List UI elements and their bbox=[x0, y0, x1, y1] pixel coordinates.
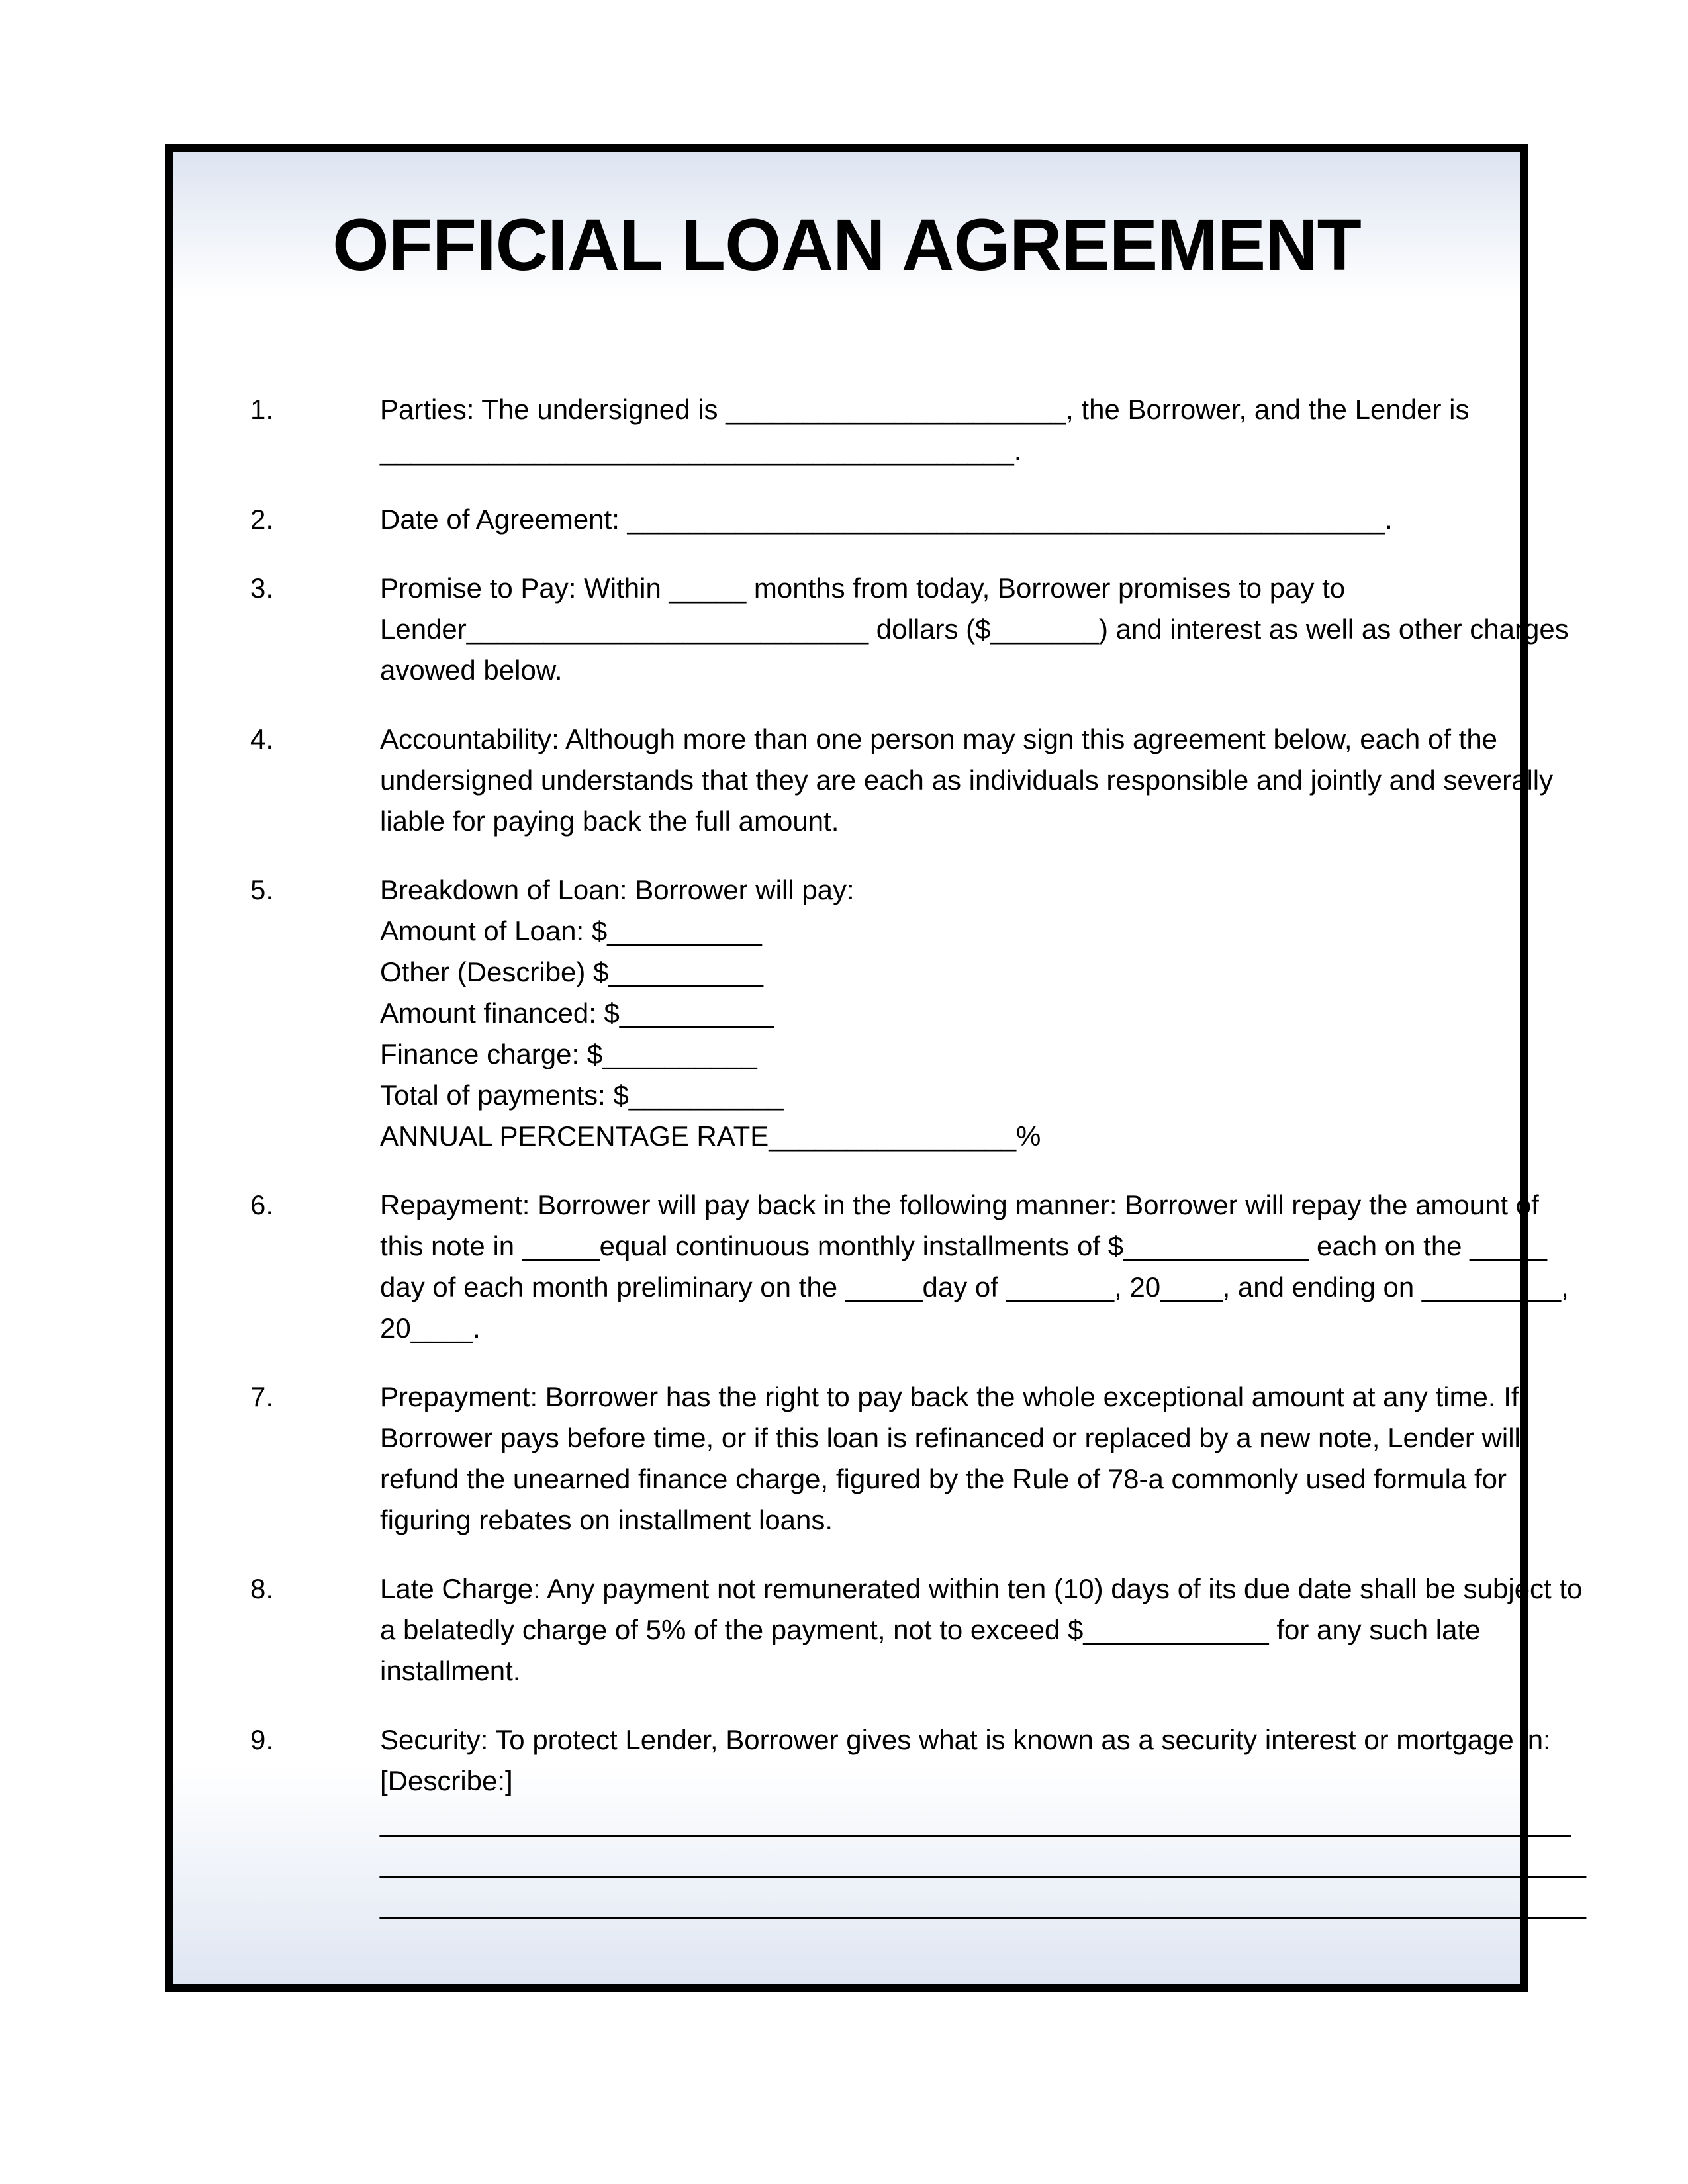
clause-number: 5. bbox=[250, 874, 274, 905]
security-blank-line: _____________________________________________________________________________ bbox=[380, 1806, 1571, 1837]
clause-number: 9. bbox=[250, 1724, 274, 1755]
clause-text-line: figuring rebates on installment loans. bbox=[380, 1504, 833, 1535]
clause-text-line: installment. bbox=[380, 1655, 521, 1686]
clause-text-line: undersigned understands that they are each as individuals responsible and jointly and severally bbox=[380, 764, 1554, 796]
security-blank-line: ______________________________________________________________________________ bbox=[380, 1847, 1586, 1878]
clause-4-accountability bbox=[250, 719, 1554, 842]
clause-text-line: [Describe:] bbox=[380, 1765, 513, 1796]
clause-text-line: refund the unearned finance charge, figured by the Rule of 78-a commonly used formula for bbox=[380, 1463, 1507, 1494]
annual-percentage-rate-line: ANNUAL PERCENTAGE RATE________________% bbox=[380, 1120, 1041, 1152]
clause-text-line: Security: To protect Lender, Borrower gives what is known as a security interest or mortgage in: bbox=[380, 1724, 1551, 1755]
clause-text-line: Late Charge: Any payment not remunerated within ten (10) days of its due date shall be subject to bbox=[380, 1573, 1583, 1604]
clause-text-line: Borrower pays before time, or if this loan is refinanced or replaced by a new note, Lender will bbox=[380, 1422, 1521, 1453]
clause-1-parties bbox=[250, 389, 1481, 471]
agreement-clauses-list bbox=[250, 389, 1586, 1952]
clause-7-prepayment bbox=[250, 1377, 1521, 1541]
clause-text-line: _________________________________________. bbox=[380, 435, 1022, 466]
clause-text-line: Prepayment: Borrower has the right to pay back the whole exceptional amount at any time. If bbox=[380, 1381, 1519, 1412]
clause-number: 4. bbox=[250, 723, 274, 754]
clause-text-line: Parties: The undersigned is ______________________, the Borrower, and the Lender is bbox=[380, 394, 1470, 425]
clause-number: 8. bbox=[250, 1573, 274, 1604]
clause-text-line: a belatedly charge of 5% of the payment, not to exceed $____________ for any such late bbox=[380, 1614, 1481, 1645]
clause-text-line: Lender__________________________ dollars ($_______) and interest as well as other charges bbox=[380, 614, 1569, 645]
clause-text-line: this note in _____equal continuous monthly installments of $____________ each on the _____ bbox=[380, 1230, 1547, 1261]
finance-charge-line: Finance charge: $__________ bbox=[380, 1038, 757, 1069]
clause-text-line: avowed below. bbox=[380, 655, 563, 686]
clause-number: 1. bbox=[250, 394, 274, 425]
clause-text-line: Repayment: Borrower will pay back in the following manner: Borrower will repay the amount of bbox=[380, 1189, 1539, 1220]
clause-text-line: Promise to Pay: Within _____ months from today, Borrower promises to pay to bbox=[380, 572, 1346, 604]
clause-number: 7. bbox=[250, 1381, 274, 1412]
clause-8-late-charge bbox=[250, 1569, 1583, 1692]
total-of-payments-line: Total of payments: $__________ bbox=[380, 1079, 784, 1111]
other-describe-line: Other (Describe) $__________ bbox=[380, 956, 764, 987]
document-title: OFFICIAL LOAN AGREEMENT bbox=[332, 205, 1361, 286]
clause-text-line: liable for paying back the full amount. bbox=[380, 805, 839, 837]
clause-number: 6. bbox=[250, 1189, 274, 1220]
security-blank-line: ______________________________________________________________________________ bbox=[380, 1888, 1586, 1919]
amount-financed-line: Amount financed: $__________ bbox=[380, 997, 774, 1028]
clause-5-breakdown-of-loan bbox=[250, 870, 1481, 1157]
clause-text-line: 20____. bbox=[380, 1312, 481, 1343]
clause-text-line: Accountability: Although more than one person may sign this agreement below, each of the bbox=[380, 723, 1498, 754]
clause-3-promise-to-pay bbox=[250, 568, 1569, 691]
clause-number: 2. bbox=[250, 504, 274, 535]
clause-2-date bbox=[250, 499, 1481, 540]
clause-6-repayment bbox=[250, 1185, 1569, 1349]
clause-9-security bbox=[250, 1719, 1586, 1925]
clause-text-line: day of each month preliminary on the _____day of _______, 20____, and ending on _________, bbox=[380, 1271, 1569, 1302]
clause-text-line: Date of Agreement: _________________________________________________. bbox=[380, 504, 1393, 535]
amount-of-loan-line: Amount of Loan: $__________ bbox=[380, 915, 762, 946]
clause-number: 3. bbox=[250, 572, 274, 604]
document-border-frame bbox=[165, 144, 1586, 1992]
clause-text-line: Breakdown of Loan: Borrower will pay: bbox=[380, 874, 855, 905]
